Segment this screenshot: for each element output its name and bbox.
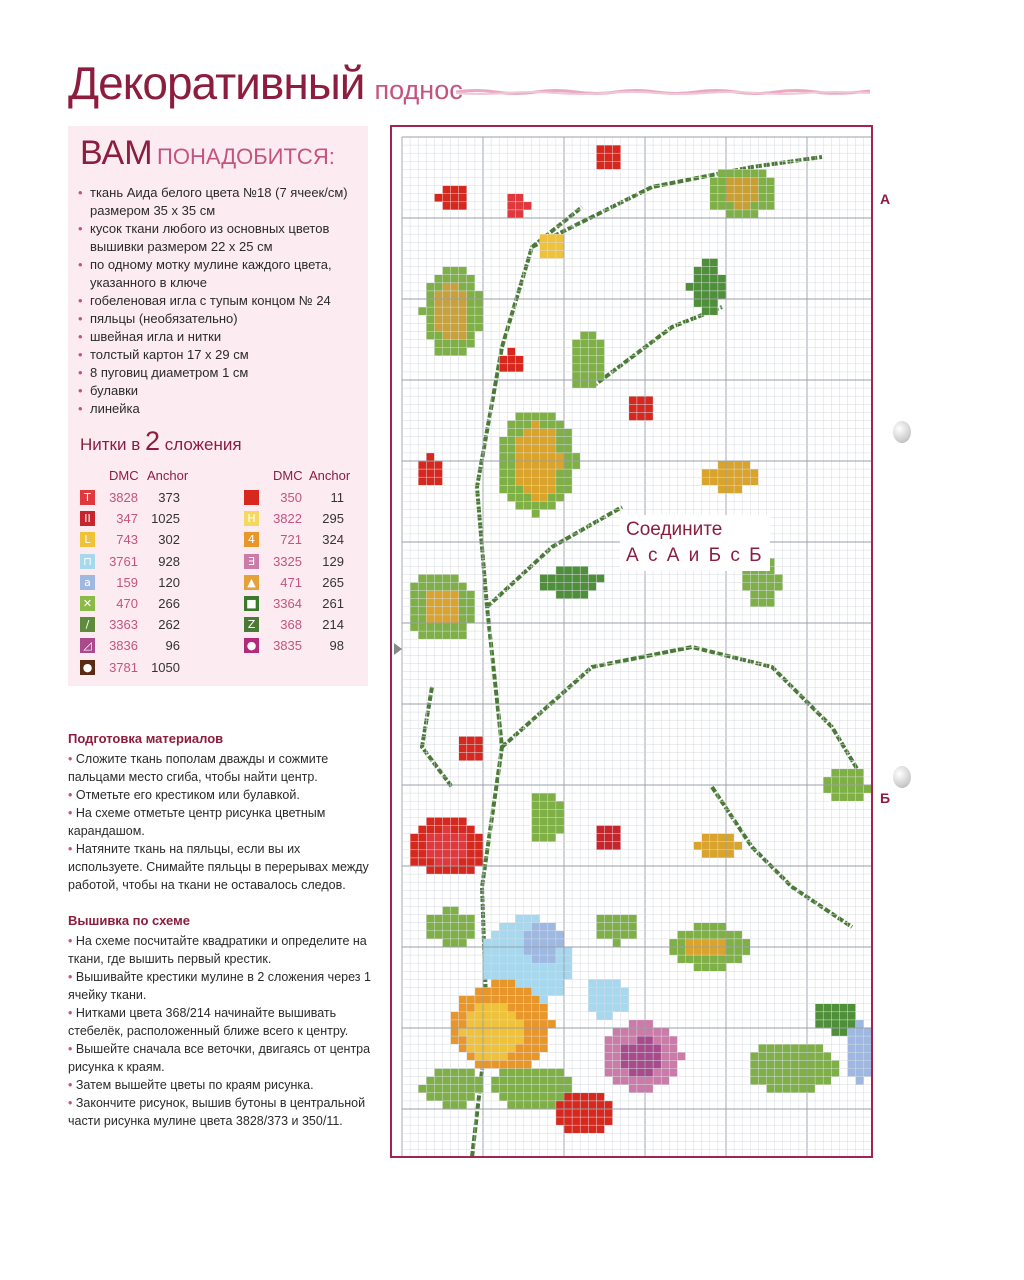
key-swatch: 4: [244, 532, 259, 547]
key-swatch: ⊓: [80, 554, 95, 569]
key-row: [80, 594, 200, 614]
materials-list: [78, 184, 363, 418]
key-row: [244, 552, 364, 572]
key-row: [80, 636, 200, 656]
key-anchor-number: 302: [158, 532, 180, 548]
key-anchor-number: 262: [158, 617, 180, 633]
key-row: [80, 488, 200, 508]
key-row: [80, 530, 200, 550]
anchor-header: Anchor: [147, 468, 189, 483]
embroidery-item: Нитками цвета 368/214 начинайте вышивать стебелёк, расположенный ближе всего к центру.: [68, 1006, 349, 1038]
key-anchor-number: 11: [330, 490, 344, 505]
title-subtitle: поднос: [374, 75, 463, 105]
key-dmc-number: 159: [116, 574, 138, 590]
key-anchor-number: 373: [158, 490, 180, 505]
connect-note: [620, 515, 770, 571]
embroidery-text: • На схеме посчитайте квадратики и определите на ткани, где вышить первый крестик. • Вышивайте крестики мулине в 2 сложения через 1 ячейку ткани. • Нитками цвета 368/214 начинайте вышивать стебелёк, расположенный ближе всего к центру. • Вышейте сначала все веточки, двигаясь от центра рисунка к краям. • Затем вышейте цветы по краям рисунка. • Закончите рисунок, вышив бутоны в центральной части рисунка мулине цвета 3828/373 и 350/11.: [68, 934, 371, 1128]
threads-title-pre: Нитки в: [80, 435, 145, 454]
key-dmc-number: 3325: [273, 553, 302, 569]
binder-ring-icon: [893, 421, 911, 443]
preparation-item: На схеме отметьте центр рисунка цветным карандашом.: [68, 806, 326, 838]
key-anchor-number: 96: [165, 638, 180, 654]
key-swatch: ∃: [244, 554, 259, 569]
key-row: [80, 658, 200, 678]
key-anchor-number: 261: [322, 596, 344, 611]
key-dmc-number: 347: [116, 511, 138, 527]
connect-note-line1: Соедините: [626, 519, 723, 540]
threads-title-num: 2: [144, 426, 161, 456]
key-anchor-number: 214: [322, 617, 344, 633]
key-dmc-number: 470: [116, 596, 138, 611]
materials-item: • линейка: [78, 400, 363, 418]
embroidery-item: Затем вышейте цветы по краям рисунка.: [75, 1078, 314, 1092]
key-anchor-number: 324: [322, 532, 344, 548]
key-swatch: Z: [244, 617, 259, 632]
embroidery-title: Вышивка по схеме: [68, 913, 190, 928]
key-swatch: II: [80, 511, 95, 526]
key-dmc-number: 368: [280, 617, 302, 633]
key-dmc-number: 3761: [109, 553, 138, 569]
materials-title: [80, 134, 335, 173]
key-swatch: H: [244, 511, 259, 526]
key-row: [244, 573, 364, 593]
key-swatch: ◿: [80, 638, 95, 653]
key-swatch: ●: [80, 660, 95, 675]
materials-item: • швейная игла и нитки: [78, 328, 363, 346]
threads-title-post: сложения: [160, 435, 242, 454]
key-row: [80, 552, 200, 572]
decorative-thread: [456, 88, 870, 96]
binder-ring-icon: [893, 766, 911, 788]
key-row: [80, 615, 200, 635]
key-dmc-number: 3363: [109, 617, 138, 633]
preparation-section: [68, 731, 373, 894]
key-row: [244, 530, 364, 550]
key-anchor-number: 129: [322, 553, 344, 569]
color-key-left: [80, 468, 210, 675]
key-anchor-number: 266: [158, 596, 180, 611]
materials-item: • по одному мотку мулине каждого цвета, указанного в ключе: [78, 256, 363, 292]
chart-grid-and-pattern: [392, 127, 873, 1158]
preparation-item: Сложите ткань пополам дважды и сожмите пальцами место сгиба, чтобы найти центр.: [68, 752, 329, 784]
key-anchor-number: 120: [158, 574, 180, 590]
key-dmc-number: 721: [280, 532, 302, 548]
embroidery-item: На схеме посчитайте квадратики и определите на ткани, где вышить первый крестик.: [68, 934, 367, 966]
key-anchor-number: 265: [322, 574, 344, 590]
materials-title-big: ВАМ: [80, 134, 153, 172]
key-dmc-number: 743: [116, 532, 138, 548]
marker-b: Б: [880, 790, 891, 806]
key-swatch: ▲: [244, 575, 259, 590]
key-swatch: ✕: [80, 596, 95, 611]
embroidery-item: Вышейте сначала все веточки, двигаясь от центра рисунка к краям.: [68, 1042, 371, 1074]
embroidery-item: Закончите рисунок, вышив бутоны в центральной части рисунка мулине цвета 3828/373 и 350/11.: [68, 1096, 366, 1128]
key-dmc-number: 3835: [273, 638, 302, 654]
anchor-header: Anchor: [309, 468, 351, 483]
key-dmc-number: 471: [280, 574, 302, 590]
key-swatch: ■: [244, 596, 259, 611]
key-row: [80, 509, 200, 529]
threads-title: [80, 426, 242, 457]
materials-title-small: ПОНАДОБИТСЯ:: [157, 144, 335, 169]
key-dmc-number: 3828: [109, 490, 138, 505]
key-row: [244, 488, 364, 508]
key-row: [244, 594, 364, 614]
dmc-header: DMC: [273, 468, 303, 483]
key-row: [244, 615, 364, 635]
center-arrow-icon: [394, 643, 402, 655]
connect-note-line2: А с А и Б с Б: [626, 545, 764, 566]
key-anchor-number: 98: [329, 638, 344, 654]
key-row: [244, 636, 364, 656]
materials-item: • пяльцы (необязательно): [78, 310, 363, 328]
key-anchor-number: 295: [322, 511, 344, 527]
materials-item: • ткань Аида белого цвета №18 (7 ячеек/см) размером 35 х 35 см: [78, 184, 363, 220]
key-swatch: L: [80, 532, 95, 547]
key-dmc-number: 3836: [109, 638, 138, 654]
key-dmc-number: 3781: [109, 659, 138, 675]
key-swatch: a: [80, 575, 95, 590]
key-anchor-number: 1025: [151, 511, 180, 527]
materials-item: • 8 пуговиц диаметром 1 см: [78, 364, 363, 382]
key-dmc-number: 350: [280, 490, 302, 505]
preparation-text: • Сложите ткань пополам дважды и сожмите пальцами место сгиба, чтобы найти центр. • Отметьте его крестиком или булавкой. • На схеме отметьте центр рисунка цветным карандашом. • Натяните ткань на пяльцы, если вы их используете. Снимайте пяльцы в перерывах между работой, чтобы на ткани не оставалось следов.: [68, 752, 369, 892]
preparation-title: Подготовка материалов: [68, 731, 224, 746]
key-swatch: ●: [244, 638, 259, 653]
key-row: [80, 573, 200, 593]
materials-panel: [68, 126, 368, 686]
dmc-header: DMC: [109, 468, 139, 483]
page-title: [68, 56, 463, 110]
materials-item: • толстый картон 17 х 29 см: [78, 346, 363, 364]
preparation-item: Натяните ткань на пяльцы, если вы их используете. Снимайте пяльцы в перерывах между работой, чтобы на ткани не оставалось следов.: [68, 842, 369, 892]
color-key-right: [244, 468, 374, 668]
title-main: Декоративный: [68, 57, 365, 109]
key-row: [244, 509, 364, 529]
key-anchor-number: 928: [158, 553, 180, 569]
materials-item: • гобеленовая игла с тупым концом № 24: [78, 292, 363, 310]
key-swatch: T: [80, 490, 95, 505]
key-dmc-number: 3364: [273, 596, 302, 611]
cross-stitch-chart: [390, 125, 873, 1158]
key-swatch: [244, 490, 259, 505]
marker-a: А: [880, 191, 891, 207]
materials-item: • кусок ткани любого из основных цветов вышивки размером 22 х 25 см: [78, 220, 363, 256]
key-dmc-number: 3822: [273, 511, 302, 527]
key-anchor-number: 1050: [151, 659, 180, 675]
preparation-item: Отметьте его крестиком или булавкой.: [75, 788, 300, 802]
embroidery-item: Вышивайте крестики мулине в 2 сложения через 1 ячейку ткани.: [68, 970, 371, 1002]
key-swatch: /: [80, 617, 95, 632]
materials-item: • булавки: [78, 382, 363, 400]
embroidery-section: [68, 913, 373, 1130]
